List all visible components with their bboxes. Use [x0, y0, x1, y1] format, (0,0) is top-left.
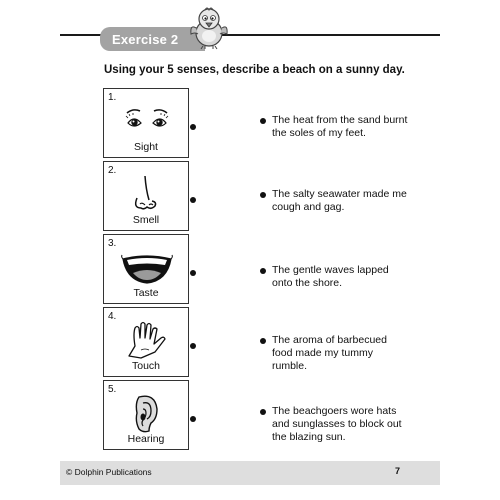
- match-dot-sense[interactable]: [190, 197, 196, 203]
- senses-column: [103, 88, 189, 452]
- sense-box-touch: [103, 307, 189, 377]
- description-text: The gentle waves lapped onto the shore.: [272, 264, 389, 289]
- description-item[interactable]: [260, 405, 410, 444]
- instruction-text: Using your 5 senses, describe a beach on a sunny day.: [104, 64, 405, 76]
- match-dot-sense[interactable]: [190, 124, 196, 130]
- match-dot-sense[interactable]: [190, 343, 196, 349]
- description-text: The beachgoers wore hats and sunglasses to block out the blazing sun.: [272, 405, 402, 443]
- ear-icon: [119, 393, 175, 433]
- nose-icon: [119, 174, 175, 214]
- mouth-icon: [119, 247, 175, 287]
- sense-box-taste: [103, 234, 189, 304]
- bird-mascot-icon: [188, 6, 230, 50]
- sense-number: 1.: [108, 92, 117, 103]
- match-dot-description[interactable]: [260, 409, 266, 415]
- sense-label: Taste: [133, 287, 159, 299]
- eyes-icon: [119, 101, 175, 141]
- sense-number: 4.: [108, 311, 117, 322]
- sense-label: Hearing: [127, 433, 165, 445]
- sense-label: Sight: [134, 141, 158, 153]
- match-dot-description[interactable]: [260, 268, 266, 274]
- sense-number: 2.: [108, 165, 117, 176]
- page-number: 7: [394, 466, 400, 476]
- match-dot-description[interactable]: [260, 338, 266, 344]
- hand-icon: [119, 320, 175, 360]
- sense-box-sight: [103, 88, 189, 158]
- sense-box-hearing: [103, 380, 189, 450]
- sense-number: 5.: [108, 384, 117, 395]
- match-dot-sense[interactable]: [190, 270, 196, 276]
- match-dot-sense[interactable]: [190, 416, 196, 422]
- description-item[interactable]: [260, 334, 410, 373]
- sense-label: Smell: [132, 214, 160, 226]
- description-text: The salty seawater made me cough and gag.: [272, 188, 407, 213]
- page-footer: [60, 461, 440, 485]
- sense-number: 3.: [108, 238, 117, 249]
- description-text: The aroma of barbecued food made my tummy rumble.: [272, 334, 387, 372]
- sense-label: Touch: [131, 360, 161, 372]
- description-item[interactable]: [260, 188, 410, 214]
- description-item[interactable]: [260, 114, 410, 140]
- description-text: The heat from the sand burnt the soles of my feet.: [272, 114, 408, 139]
- exercise-title: Exercise 2: [112, 31, 179, 47]
- match-dot-description[interactable]: [260, 118, 266, 124]
- description-item[interactable]: [260, 264, 410, 290]
- sense-box-smell: [103, 161, 189, 231]
- publisher-credit: © Dolphin Publications: [66, 467, 152, 477]
- match-dot-description[interactable]: [260, 192, 266, 198]
